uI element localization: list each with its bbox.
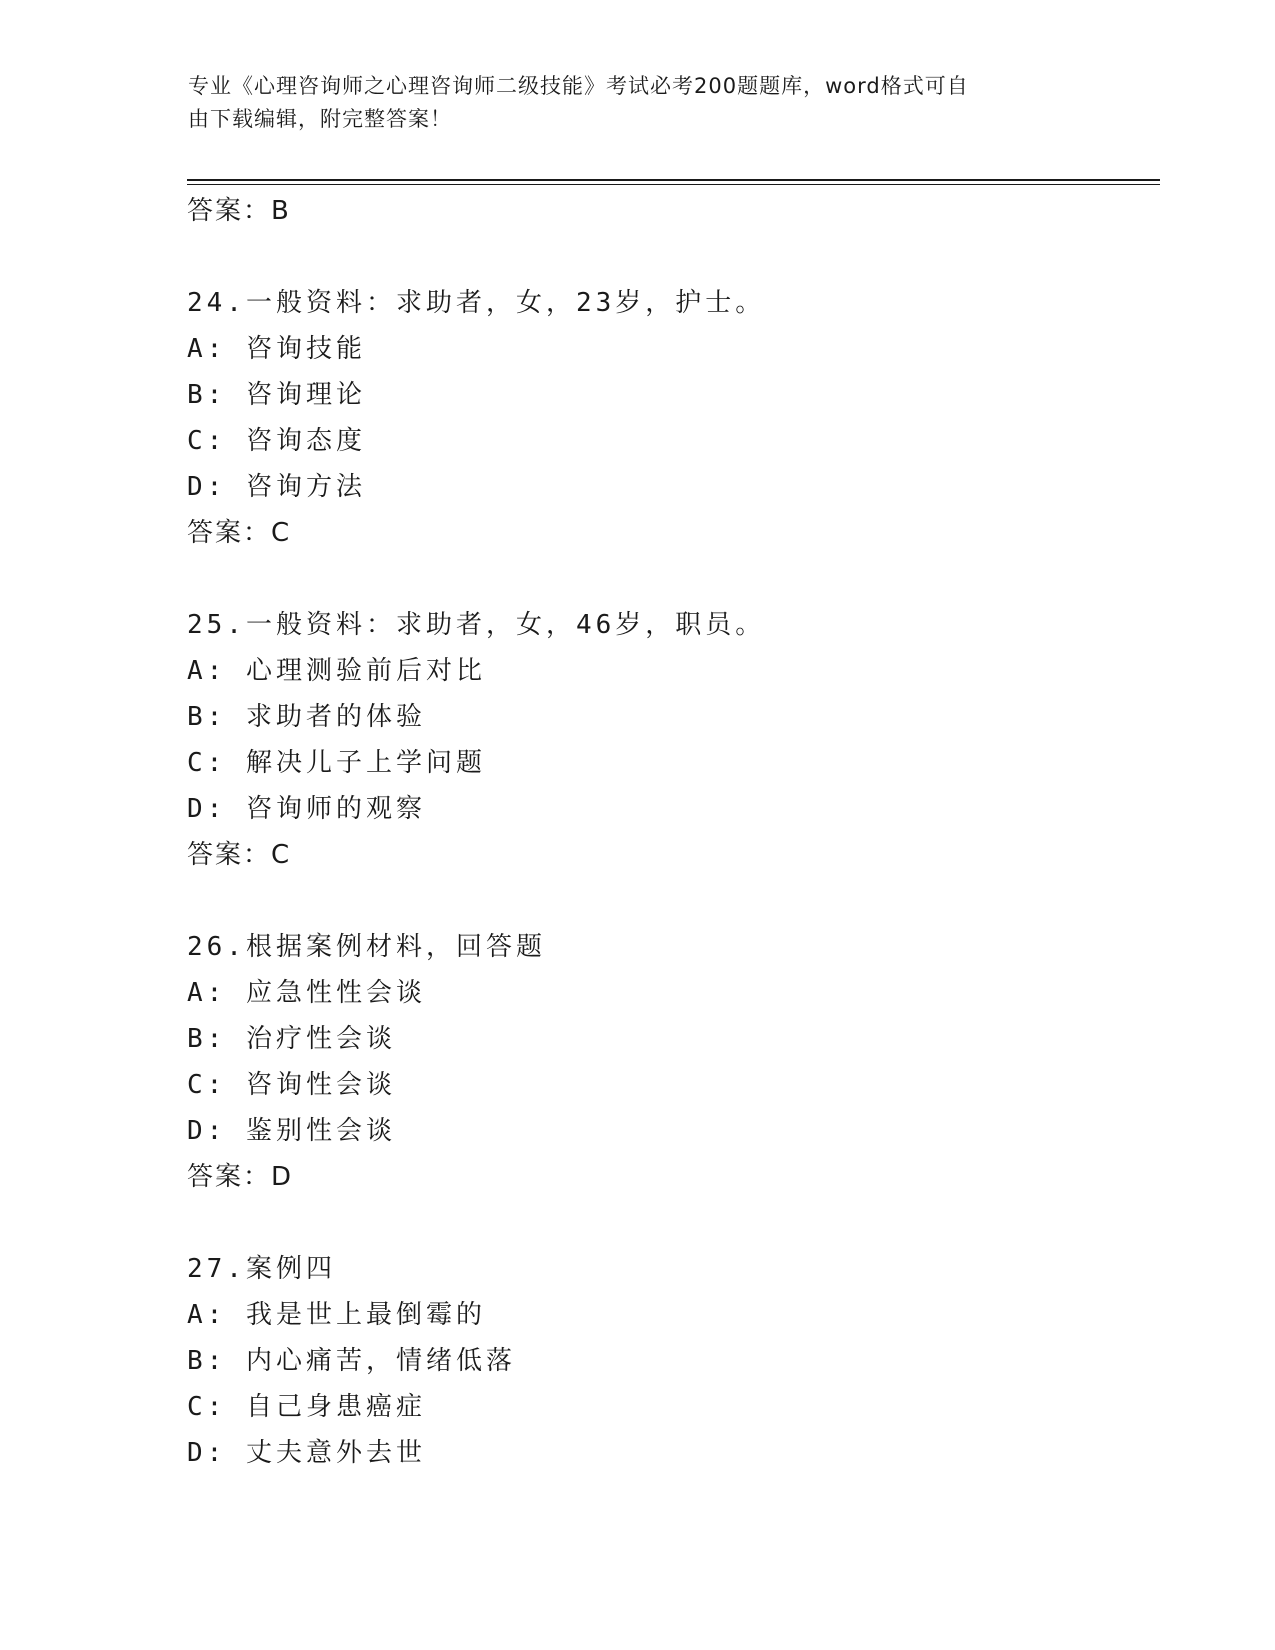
- question-stem: 27.案例四: [187, 1254, 336, 1284]
- answer-line: 答案：C: [187, 518, 292, 548]
- question-27: [187, 1246, 1147, 1476]
- question-24: [187, 280, 1147, 556]
- header-divider-thin: [187, 184, 1160, 185]
- document-header: [188, 70, 1088, 136]
- option-c: C: 自己身患癌症: [187, 1392, 426, 1422]
- option-d: D: 咨询师的观察: [187, 794, 426, 824]
- option-d: D: 丈夫意外去世: [187, 1438, 426, 1468]
- question-stem: 24.一般资料：求助者，女，23岁，护士。: [187, 288, 766, 318]
- question-stem: 26.根据案例材料，回答题: [187, 932, 546, 962]
- option-c: C: 解决儿子上学问题: [187, 748, 486, 778]
- header-divider-thick: [187, 179, 1160, 181]
- question-stem: 25.一般资料：求助者，女，46岁，职员。: [187, 610, 766, 640]
- option-a: A: 心理测验前后对比: [187, 656, 486, 686]
- question-25: [187, 602, 1147, 878]
- answer-line: 答案：C: [187, 840, 292, 870]
- header-line-2: 由下载编辑，附完整答案！: [188, 107, 452, 131]
- answer-line: 答案：B: [187, 196, 291, 226]
- option-b: B: 求助者的体验: [187, 702, 426, 732]
- option-a: A: 应急性性会谈: [187, 978, 426, 1008]
- answer-line: 答案：D: [187, 1162, 294, 1192]
- header-line-1: 专业《心理咨询师之心理咨询师二级技能》考试必考200题题库，word格式可自: [188, 74, 969, 98]
- option-c: C: 咨询性会谈: [187, 1070, 396, 1100]
- option-c: C: 咨询态度: [187, 426, 366, 456]
- option-a: A: 咨询技能: [187, 334, 366, 364]
- option-d: D: 鉴别性会谈: [187, 1116, 396, 1146]
- option-a: A: 我是世上最倒霉的: [187, 1300, 486, 1330]
- question-26: [187, 924, 1147, 1200]
- question-list: [187, 188, 1147, 1476]
- option-b: B: 治疗性会谈: [187, 1024, 396, 1054]
- option-d: D: 咨询方法: [187, 472, 366, 502]
- option-b: B: 内心痛苦，情绪低落: [187, 1346, 516, 1376]
- option-b: B: 咨询理论: [187, 380, 366, 410]
